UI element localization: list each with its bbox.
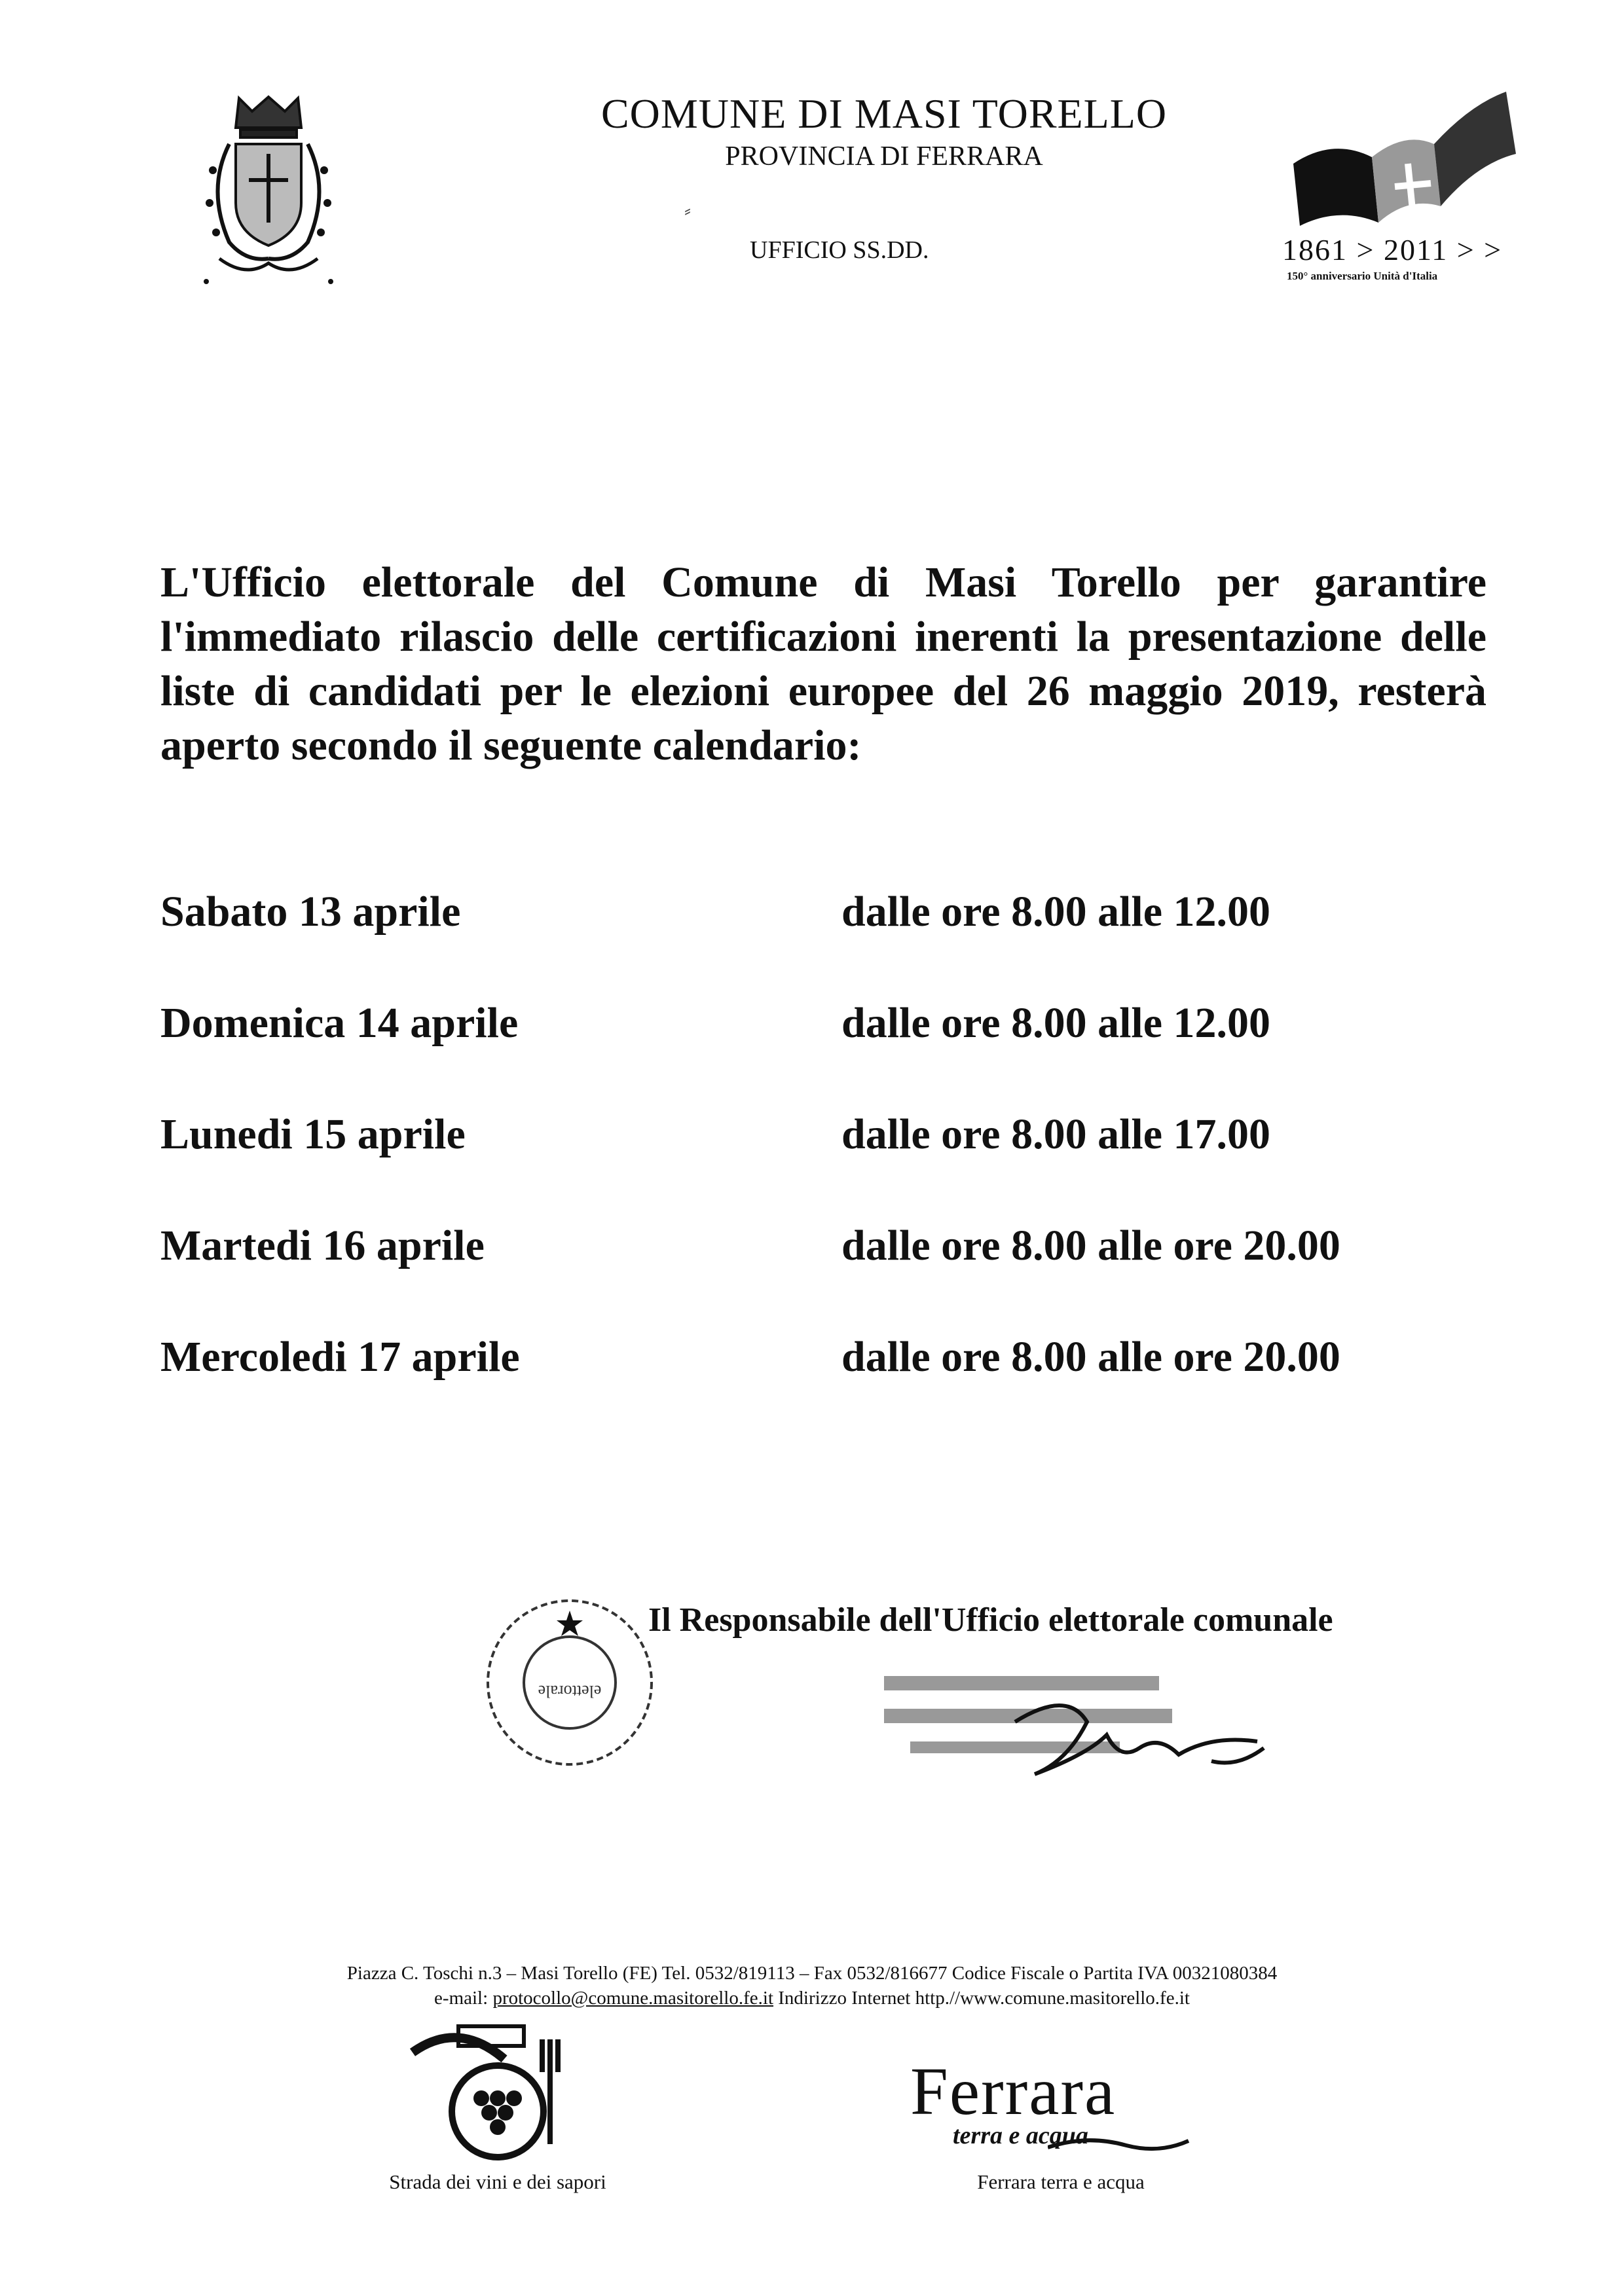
schedule-row: [160, 998, 1470, 1057]
signer-title: Il Responsabile dell'Ufficio elettorale comunale: [648, 1601, 1333, 1639]
anniversary-years: 1861 > 2011 > >: [1282, 233, 1503, 266]
footer-email-label: e-mail:: [434, 1988, 489, 2009]
footer-contact: [157, 1961, 1467, 2011]
handwritten-signature-icon: [871, 1663, 1270, 1813]
svg-text:elettorale: elettorale: [538, 1682, 602, 1701]
schedule-day: Martedi 16 aprile: [160, 1222, 485, 1269]
ferrara-logo-word: Ferrara: [910, 2054, 1116, 2129]
schedule-row: [160, 887, 1470, 946]
ferrara-caption: Ferrara terra e acqua: [977, 2170, 1145, 2193]
schedule-hours: dalle ore 8.00 alle 17.00: [841, 1110, 1271, 1158]
schedule-day: Sabato 13 aprile: [160, 888, 461, 936]
footer-email-line: [157, 1986, 1467, 2011]
municipal-crest-icon: [193, 92, 344, 288]
ferrara-wave-icon: [1048, 2131, 1192, 2157]
schedule-day: Domenica 14 aprile: [160, 999, 519, 1047]
office-label: UFFICIO SS.DD.: [750, 236, 929, 264]
anniversary-caption: 150° anniversario Unità d'Italia: [1287, 270, 1438, 282]
province-subtitle: PROVINCIA DI FERRARA: [725, 141, 1043, 172]
schedule-hours: dalle ore 8.00 alle ore 20.00: [841, 1333, 1340, 1381]
schedule-hours: dalle ore 8.00 alle 12.00: [841, 999, 1271, 1047]
email-link[interactable]: protocollo@comune.masitorello.fe.it: [492, 1988, 774, 2009]
ferrara-logo-tagline: terra e acqua: [953, 2122, 1088, 2149]
schedule-row: [160, 1332, 1470, 1391]
footer-address: Piazza C. Toschi n.3 – Masi Torello (FE) Tel. 0532/819113 – Fax 0532/816677 Codice Fiscale o Partita IVA 00321080384: [346, 1963, 1278, 1984]
scan-mark: ⸗: [684, 200, 691, 221]
schedule-day: Lunedi 15 aprile: [160, 1110, 466, 1158]
footer-website: Indirizzo Internet http.//www.comune.masitorello.fe.it: [778, 1988, 1190, 2009]
wine-road-logo-icon: [393, 2013, 602, 2164]
schedule-row: [160, 1110, 1470, 1169]
schedule-day: Mercoledi 17 aprile: [160, 1333, 520, 1381]
official-stamp-icon: [475, 1584, 665, 1781]
schedule-row: [160, 1221, 1470, 1280]
municipality-title: COMUNE DI MASI TORELLO: [600, 90, 1168, 137]
header-block: [458, 88, 1310, 173]
wine-road-caption: Strada dei vini e dei sapori: [389, 2170, 606, 2193]
schedule-hours: dalle ore 8.00 alle ore 20.00: [841, 1222, 1340, 1269]
announcement-paragraph: L'Ufficio elettorale del Comune di Masi Torello per garantire l'immediato rilascio delle certificazioni inerenti la presentazione delle liste di candidati per le elezioni europee del 26 maggio 2019, resterà aperto secondo il seguente calendario:: [160, 558, 1486, 769]
schedule-hours: dalle ore 8.00 alle 12.00: [841, 888, 1271, 936]
